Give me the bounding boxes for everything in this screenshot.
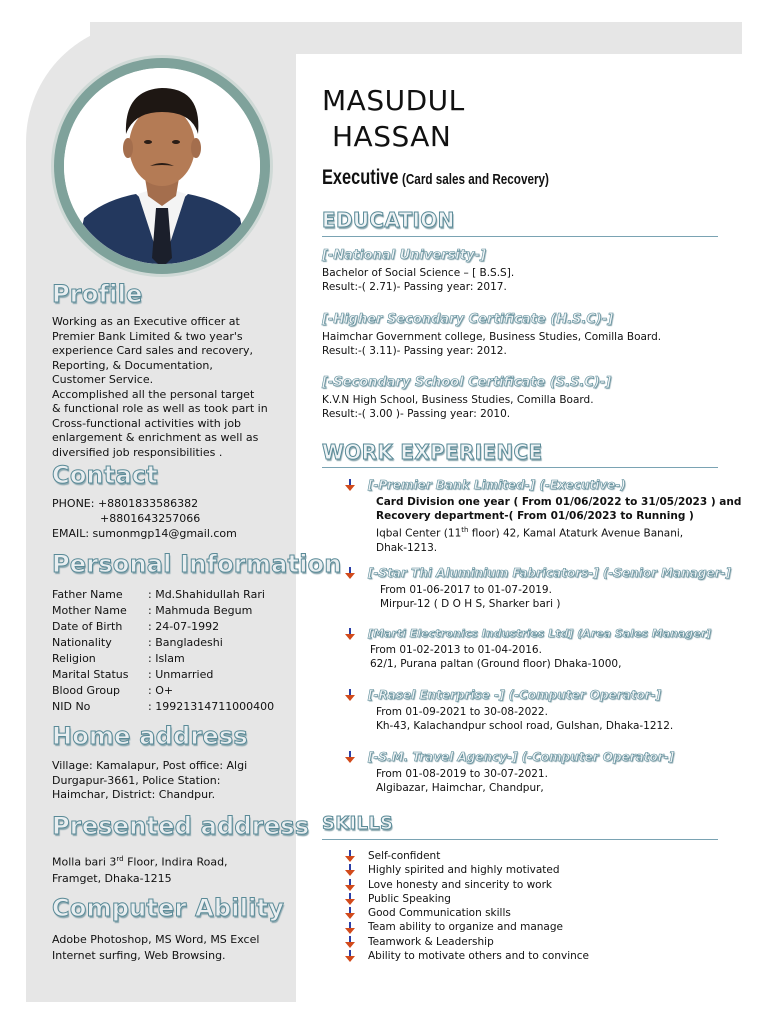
info-key: Blood Group [52, 684, 121, 697]
home-address-text [52, 759, 284, 803]
section-rule [322, 236, 718, 237]
arrow-bullet-icon [344, 628, 356, 640]
info-value: : Bangladeshi [148, 636, 223, 649]
home-address-heading: Home address [52, 722, 248, 750]
education-heading: EDUCATION [322, 208, 455, 232]
profile-line: & functional role as well as took part in [52, 402, 268, 415]
skill-item [344, 949, 589, 963]
info-key: Father Name [52, 588, 123, 601]
job-line: Dhak-1213. [376, 541, 438, 554]
profile-photo [64, 68, 260, 264]
personal-info-row [52, 603, 292, 619]
arrow-bullet-icon [344, 567, 356, 579]
profile-line: Cross-functional activities with job [52, 416, 242, 430]
job-details [380, 583, 560, 611]
education-line: Haimchar Government college, Business Studies, Comilla Board. [322, 331, 662, 343]
profile-line: experience Card sales and recovery, [52, 344, 254, 357]
arrow-bullet-icon [344, 936, 356, 948]
address-line: Framget, Dhaka-1215 [52, 871, 172, 885]
education-title: [-National University-] [322, 248, 486, 263]
arrow-bullet-icon [344, 479, 356, 491]
section-rule [322, 839, 718, 840]
skill-label: Team ability to organize and manage [368, 921, 563, 934]
job-details [376, 495, 741, 555]
profile-line: enlargement & enrichment as well as [52, 431, 259, 444]
profile-line: diversified job responsibilities . [52, 445, 223, 459]
personal-info-row [52, 667, 292, 683]
present-address-text [52, 851, 284, 887]
job-line [376, 523, 741, 541]
education-details [322, 330, 661, 358]
arrow-bullet-icon [344, 922, 356, 934]
education-line: Bachelor of Social Science – [ B.S.S]. [322, 267, 515, 279]
arrow-bullet-icon [344, 893, 356, 905]
info-key: Religion [52, 652, 96, 665]
info-value: : Unmarried [148, 668, 214, 681]
name-line-1: MASUDUL [322, 84, 465, 117]
info-value: : 24-07-1992 [148, 620, 220, 633]
arrow-bullet-icon [344, 907, 356, 919]
skill-item [344, 935, 589, 949]
job-title: [Marti Electronics Industries Ltd] (Area Sales Manager] [368, 627, 712, 640]
info-key: Date of Birth [52, 620, 123, 633]
info-value: : Islam [148, 652, 185, 665]
contact-block [52, 496, 284, 541]
address-line: Haimchar, District: Chandpur. [52, 788, 216, 801]
contact-heading: Contact [52, 461, 158, 489]
job-title: [-Star Thi Aluminium Fabricators-] (-Senior Manager-] [368, 566, 731, 580]
address-line: Village: Kamalapur, Post office: Algi [52, 759, 248, 772]
arrow-bullet-icon [344, 879, 356, 891]
portrait-image [64, 68, 260, 264]
personal-info-row [52, 683, 292, 699]
skill-item [344, 849, 589, 863]
job-title: [-Rasel Enterprise -] (-Computer Operator-] [368, 688, 662, 702]
ability-line: Adobe Photoshop, MS Word, MS Excel [52, 933, 260, 946]
job-line: Recovery department-( From 01/06/2023 to Running ) [376, 510, 694, 522]
job-title-sub: (Card sales and Recovery) [401, 171, 549, 188]
job-line: Kh-43, Kalachandpur school road, Gulshan, Dhaka-1212. [376, 720, 674, 732]
personal-info-heading: Personal Information [52, 550, 342, 578]
personal-info-row [52, 635, 292, 651]
address-part: Floor, Indira Road, [123, 855, 228, 869]
phone-line: PHONE: +8801833586382 [52, 497, 199, 510]
info-key: NID No [52, 700, 91, 713]
skill-item [344, 863, 589, 877]
job-line: Algibazar, Haimchar, Chandpur, [376, 782, 544, 794]
info-value: : Mahmuda Begum [148, 604, 253, 617]
info-key: Marital Status [52, 668, 129, 681]
ability-line: Internet surfing, Web Browsing. [52, 949, 226, 962]
name-line-2: HASSAN [332, 120, 452, 153]
profile-line: Customer Service. [52, 373, 154, 386]
arrow-bullet-icon [344, 864, 356, 876]
job-line: From 01-09-2021 to 30-08-2022. [376, 706, 548, 718]
info-value: : 19921314711000400 [148, 700, 275, 713]
info-value: : O+ [148, 684, 174, 697]
skill-label: Public Speaking [368, 892, 451, 905]
info-key: Mother Name [52, 604, 127, 617]
job-details [376, 705, 673, 733]
education-details [322, 393, 594, 421]
skill-label: Ability to motivate others and to convince [368, 950, 590, 963]
computer-ability-heading: Computer Ability [52, 894, 285, 922]
present-address-heading: Presented address [52, 812, 310, 840]
skill-label: Good Communication skills [368, 907, 511, 920]
skill-item [344, 892, 589, 906]
job-address-part: Iqbal Center (11 [376, 527, 462, 540]
profile-line: Accomplished all the personal target [52, 387, 255, 401]
skill-label: Self-confident [368, 850, 441, 862]
superscript: rd [116, 855, 124, 863]
profile-line: Reporting, & Documentation, [52, 358, 213, 372]
personal-info-row [52, 699, 292, 715]
skill-item [344, 878, 589, 892]
personal-info-row [52, 587, 292, 603]
profile-line: Working as an Executive officer at [52, 315, 240, 328]
job-title [322, 166, 549, 190]
arrow-bullet-icon [344, 950, 356, 962]
education-line: Result:-( 2.71)- Passing year: 2017. [322, 281, 507, 293]
job-line: 62/1, Purana paltan (Ground floor) Dhaka-1000, [370, 658, 622, 670]
skill-label: Love honesty and sincerity to work [368, 878, 552, 891]
personal-info-row [52, 619, 292, 635]
info-value: : Md.Shahidullah Rari [148, 588, 265, 601]
job-address-part: floor) 42, Kamal Ataturk Avenue Banani, [468, 527, 684, 540]
job-title-main: Executive [322, 166, 399, 189]
personal-info-row [52, 651, 292, 667]
superscript: th [461, 526, 469, 534]
education-title: [-Secondary School Certificate (S.S.C)-] [322, 375, 612, 390]
profile-line: Premier Bank Limited & two year's [52, 329, 243, 343]
job-details [370, 643, 621, 671]
section-rule [322, 467, 718, 468]
arrow-bullet-icon [344, 689, 356, 701]
education-line: Result:-( 3.00 )- Passing year: 2010. [322, 408, 511, 420]
skill-item [344, 906, 589, 920]
email-line: EMAIL: sumonmgp14@gmail.com [52, 527, 237, 540]
profile-text [52, 315, 284, 460]
phone-line-2: +8801643257066 [100, 512, 201, 525]
arrow-bullet-icon [344, 850, 356, 862]
address-line [52, 851, 284, 871]
info-key: Nationality [52, 636, 112, 649]
job-title: [-Premier Bank Limited-] (-Executive-) [368, 478, 626, 492]
education-line: Result:-( 3.11)- Passing year: 2012. [322, 345, 507, 357]
computer-ability-text [52, 932, 284, 964]
education-line: K.V.N High School, Business Studies, Comilla Board. [322, 394, 594, 406]
address-part: Molla bari 3 [52, 855, 117, 869]
job-line: From 01-02-2013 to 01-04-2016. [370, 644, 542, 656]
skill-label: Highly spirited and highly motivated [368, 864, 560, 877]
skills-heading: SKILLS [322, 813, 394, 834]
job-line: Mirpur-12 ( D O H S, Sharker bari ) [380, 598, 561, 610]
work-experience-heading: WORK EXPERIENCE [322, 440, 543, 464]
job-details [376, 767, 548, 795]
job-title: [-S.M. Travel Agency-] (-Computer Operator-] [368, 750, 675, 764]
skill-item [344, 920, 589, 934]
job-line: From 01-08-2019 to 30-07-2021. [376, 768, 548, 780]
address-line: Durgapur-3661, Police Station: [52, 773, 221, 787]
skill-label: Teamwork & Leadership [368, 935, 494, 948]
job-line: Card Division one year ( From 01/06/2022 to 31/05/2023 ) and [376, 496, 742, 508]
profile-heading: Profile [52, 280, 143, 308]
personal-info-list [52, 587, 292, 715]
job-line: From 01-06-2017 to 01-07-2019. [380, 584, 552, 596]
education-title: [-Higher Secondary Certificate (H.S.C)-] [322, 312, 614, 327]
education-details [322, 266, 514, 294]
skills-list [344, 849, 589, 963]
arrow-bullet-icon [344, 751, 356, 763]
